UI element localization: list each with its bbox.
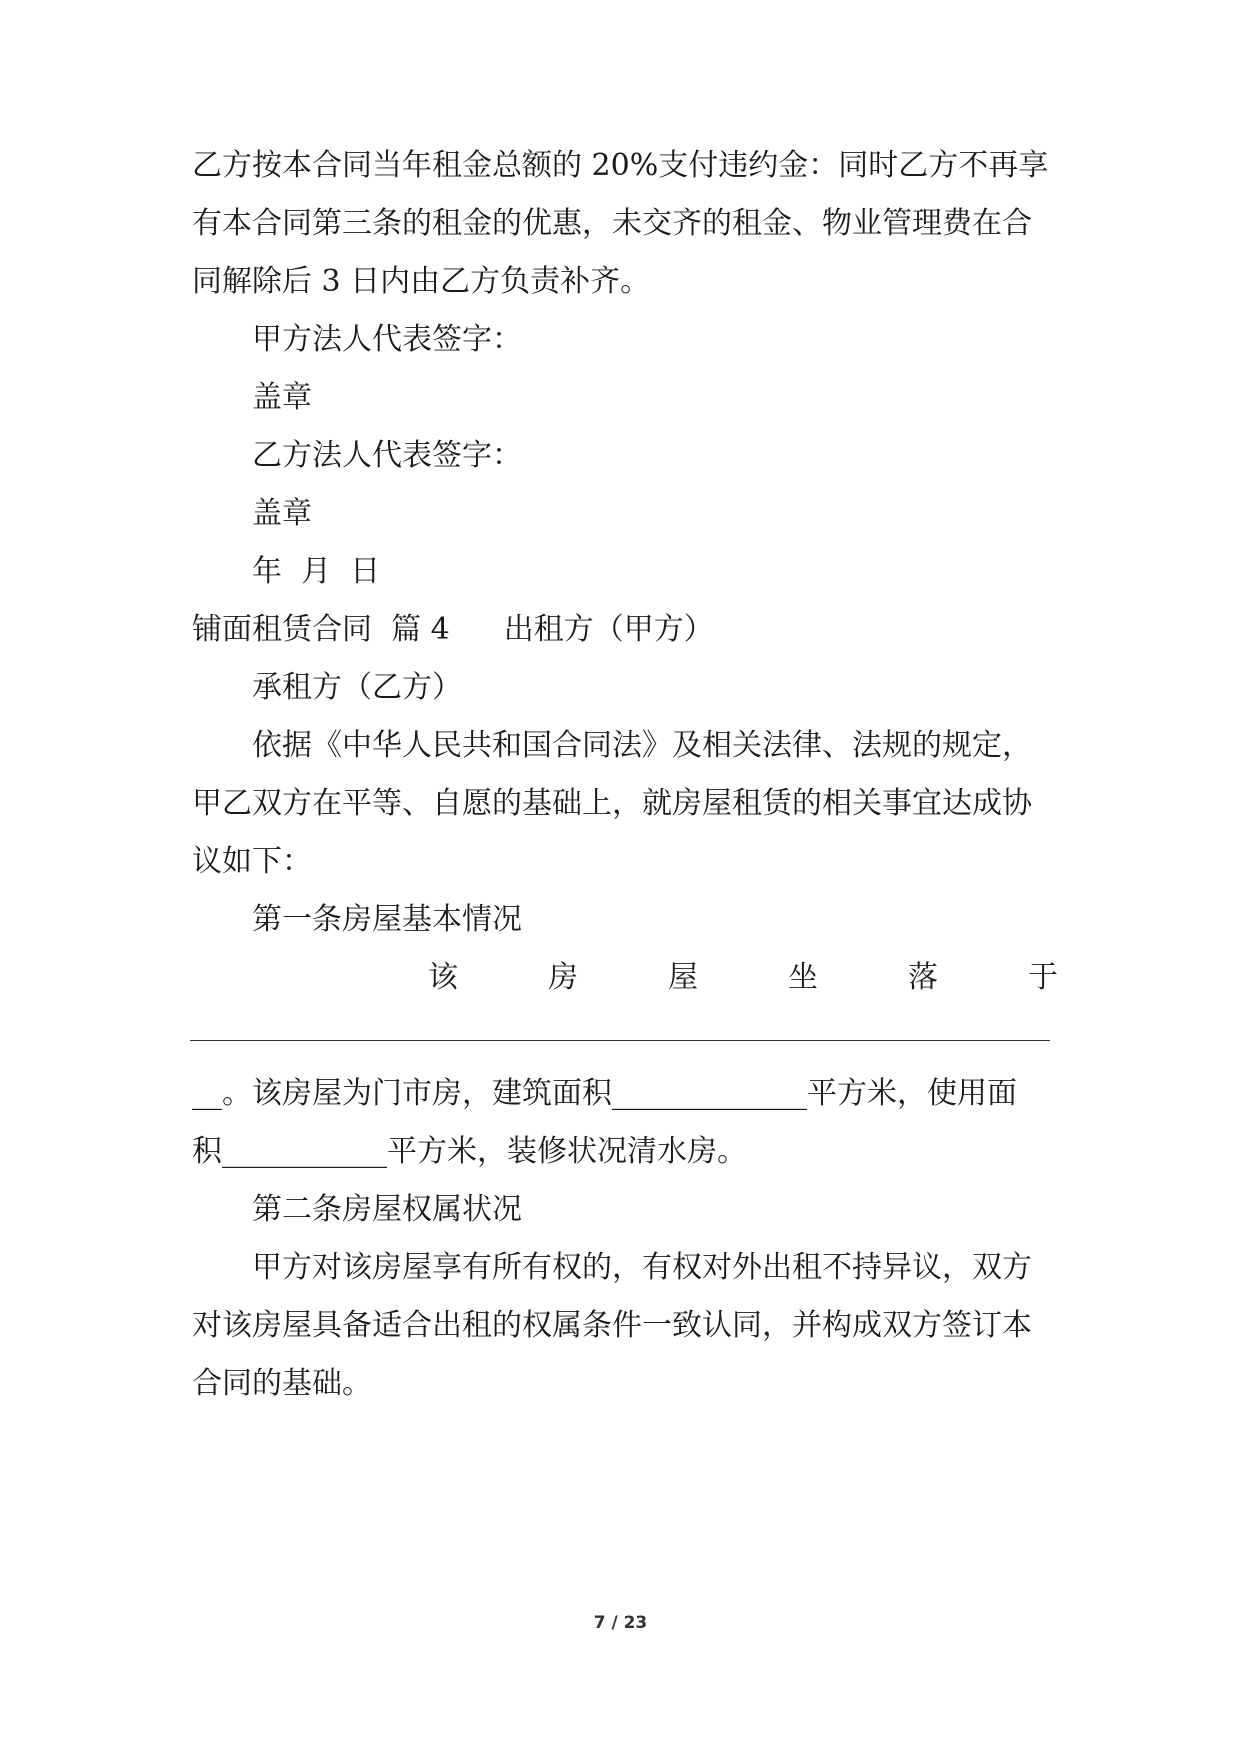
section-heading — [192, 610, 1062, 650]
article2-line-1: 甲方对该房屋享有所有权的，有权对外出租不持异议，双方 — [252, 1250, 1032, 1285]
party-a-signature-label: 甲方法人代表签字： — [252, 322, 522, 357]
article1-line-3: __。该房屋为门市房，建筑面积_____________平方米，使用面 — [192, 1076, 1017, 1111]
location-char: 于 — [1028, 960, 1058, 995]
address-blank-line — [190, 1040, 1050, 1041]
party-a-seal-label: 盖章 — [252, 380, 312, 415]
preamble-line-1: 依据《中华人民共和国合同法》及相关法律、法规的规定， — [252, 728, 1032, 763]
lessor-label: 出租方（甲方） — [503, 612, 714, 647]
location-char: 房 — [548, 960, 578, 995]
article2-line-3: 合同的基础。 — [192, 1366, 372, 1401]
location-char: 屋 — [668, 960, 698, 995]
party-b-signature-label: 乙方法人代表签字： — [252, 438, 522, 473]
article1-line-4: 积___________平方米，装修状况清水房。 — [192, 1134, 747, 1169]
location-char: 该 — [428, 960, 458, 995]
article2-line-2: 对该房屋具备适合出租的权属条件一致认同，并构成双方签订本 — [192, 1308, 1032, 1343]
preamble-line-3: 议如下： — [192, 844, 312, 879]
lessee-label: 承租方（乙方） — [252, 670, 462, 705]
preamble-line-2: 甲乙双方在平等、自愿的基础上，就房屋租赁的相关事宜达成协 — [192, 786, 1032, 821]
penalty-line-1: 乙方按本合同当年租金总额的 20%支付违约金：同时乙方不再享 — [192, 148, 1049, 183]
date-label: 年 月 日 — [252, 554, 381, 589]
article2-heading: 第二条房屋权属状况 — [252, 1192, 522, 1227]
section-title: 铺面租赁合同 篇 4 — [192, 612, 450, 647]
article1-heading: 第一条房屋基本情况 — [252, 902, 522, 937]
article1-location-line — [428, 958, 1058, 998]
penalty-line-2: 有本合同第三条的租金的优惠，未交齐的租金、物业管理费在合 — [192, 206, 1032, 241]
location-char: 坐 — [788, 960, 818, 995]
party-b-seal-label: 盖章 — [252, 496, 312, 531]
page-number: 7 / 23 — [593, 1613, 648, 1633]
location-char: 落 — [908, 960, 938, 995]
penalty-line-3: 同解除后 3 日内由乙方负责补齐。 — [192, 264, 651, 299]
